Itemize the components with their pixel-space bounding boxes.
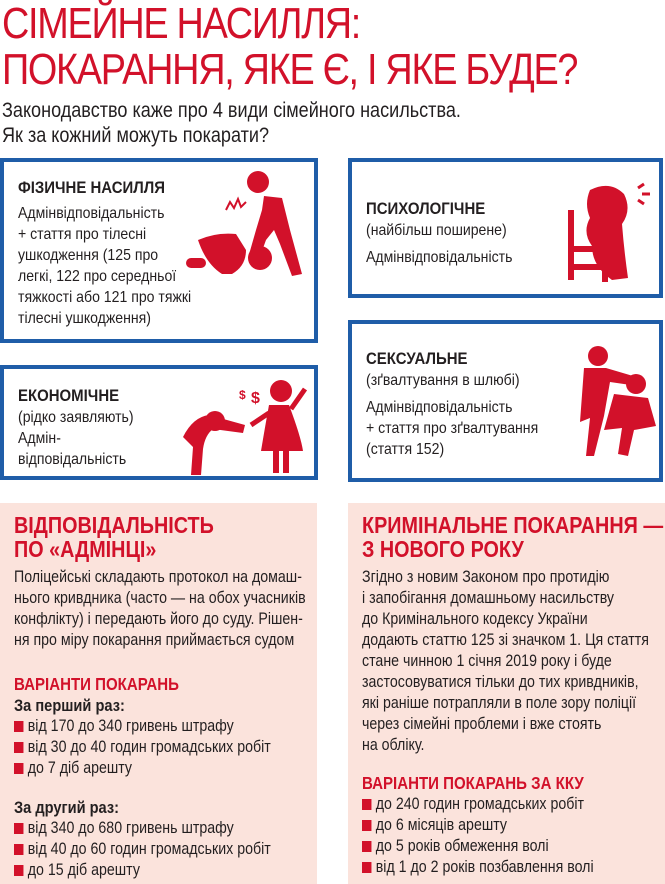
bullet-square-icon <box>362 820 371 831</box>
sexual-assault-pictogram-icon <box>570 346 662 461</box>
list-item: від 40 до 60 годин громадських робіт <box>14 839 306 860</box>
admin-responsibility-panel <box>0 503 317 884</box>
crying-woman-pictogram-icon <box>562 180 662 285</box>
second-time-list <box>14 818 306 881</box>
physical-violence-card <box>0 158 318 343</box>
panel-body-line: нього кривдника (часто — на обох учасників <box>14 589 306 607</box>
panel-body-line: Згідно з новим Законом про протидію <box>362 568 610 586</box>
card-line: Адмін- <box>18 430 61 447</box>
list-item: від 170 до 340 гривень штрафу <box>14 716 306 737</box>
card-line: тілесні ушкодження) <box>18 310 151 327</box>
card-line: Адмінвідповідальність <box>18 205 165 222</box>
card-note: (рідко заявляють) <box>18 409 134 426</box>
first-time-label: За перший раз: <box>14 696 125 715</box>
card-title: ПСИХОЛОГІЧНЕ <box>366 199 486 218</box>
bullet-square-icon <box>14 763 23 774</box>
page-title <box>2 2 577 94</box>
assault-pictogram-icon <box>186 170 310 288</box>
card-note: (найбільш поширене) <box>366 222 507 239</box>
panel-body-line: які раніше потрапляли в поле зору поліції <box>362 694 637 712</box>
subtitle-line-2: Як за кожний можуть покарати? <box>2 124 270 147</box>
panel-body-line: застосовуватися тільки до тих кривдників, <box>362 673 639 691</box>
panel-body-line: стане чинною 1 січня 2019 року і буде <box>362 652 612 670</box>
card-line: тяжкості або 121 про тяжкі <box>18 289 192 306</box>
list-item: до 240 годин громадських робіт <box>362 794 663 815</box>
card-title: ФІЗИЧНЕ НАСИЛЛЯ <box>18 178 166 197</box>
variants-title: ВАРІАНТИ ПОКАРАНЬ <box>14 674 179 694</box>
variants-title: ВАРІАНТИ ПОКАРАНЬ ЗА ККУ <box>362 773 584 793</box>
bullet-square-icon <box>362 841 371 852</box>
panel-body-line: на обліку. <box>362 736 425 754</box>
bullet-square-icon <box>14 823 23 834</box>
card-line: (стаття 152) <box>366 441 445 458</box>
bullet-square-icon <box>14 844 23 855</box>
card-line: легкі, 122 про середньої <box>18 268 177 285</box>
bullet-square-icon <box>14 865 23 876</box>
card-note: (зґвалтування в шлюбі) <box>366 372 520 389</box>
first-time-list <box>14 716 306 779</box>
svg-text:$: $ <box>239 388 246 402</box>
list-item: від 1 до 2 років позбавлення волі <box>362 857 663 878</box>
card-line: Адмінвідповідальність <box>366 249 513 266</box>
card-title: ЕКОНОМІЧНЕ <box>18 386 120 405</box>
title-line-1: СІМЕЙНЕ НАСИЛЛЯ: <box>2 0 361 48</box>
panel-body-line: ня про міру покарання приймається судом <box>14 631 295 649</box>
bullet-square-icon <box>362 799 371 810</box>
bullet-square-icon <box>14 742 23 753</box>
panel-title-line-2: З НОВОГО РОКУ <box>362 536 524 562</box>
card-line: + стаття про тілесні <box>18 226 147 243</box>
card-line: відповідальність <box>18 451 127 468</box>
svg-text:$: $ <box>251 390 260 407</box>
card-line: Адмінвідповідальність <box>366 399 513 416</box>
list-item: до 7 діб арешту <box>14 758 306 779</box>
list-item: до 5 років обмеження волі <box>362 836 663 857</box>
criminal-punishment-panel <box>348 503 665 884</box>
panel-title-line-1: ВІДПОВІДАЛЬНІСТЬ <box>14 512 214 538</box>
card-title: СЕКСУАЛЬНЕ <box>366 349 468 368</box>
psychological-violence-card <box>348 158 663 298</box>
list-item: до 6 місяців арешту <box>362 815 663 836</box>
panel-body-line: через сімейні проблеми і вже стоять <box>362 715 602 733</box>
list-item: до 15 діб арешту <box>14 860 306 881</box>
list-item: від 30 до 40 годин громадських робіт <box>14 737 306 758</box>
subtitle-line-1: Законодавство каже про 4 види сімейного насильства. <box>2 99 461 122</box>
panel-body-line: і запобігання домашньому насильству <box>362 589 615 607</box>
panel-body-line: Поліцейські складають протокол на домаш- <box>14 568 302 586</box>
panel-title-line-2: ПО «АДМІНЦІ» <box>14 536 157 562</box>
title-line-2: ПОКАРАННЯ, ЯКЕ Є, І ЯКЕ БУДЕ? <box>2 45 578 94</box>
panel-title-line-1: КРИМІНАЛЬНЕ ПОКАРАННЯ — <box>362 512 664 538</box>
economic-violence-card <box>0 365 318 480</box>
bullet-square-icon <box>14 721 23 732</box>
money-begging-pictogram-icon <box>179 377 314 475</box>
panel-body-line: до Кримінального кодексу України <box>362 610 588 628</box>
card-line: ушкодження (125 про <box>18 247 159 264</box>
panel-body-line: додають статтю 125 зі значком 1. Ця стаття <box>362 631 649 649</box>
sexual-violence-card <box>348 320 663 482</box>
list-item: від 340 до 680 гривень штрафу <box>14 818 306 839</box>
second-time-label: За другий раз: <box>14 798 120 817</box>
panel-body-line: конфлікту) і передають його до суду. Рішен- <box>14 610 303 628</box>
card-line: + стаття про зґвалтування <box>366 420 539 437</box>
page-subtitle <box>2 98 461 148</box>
criminal-variants-list <box>362 794 663 878</box>
bullet-square-icon <box>362 862 371 873</box>
